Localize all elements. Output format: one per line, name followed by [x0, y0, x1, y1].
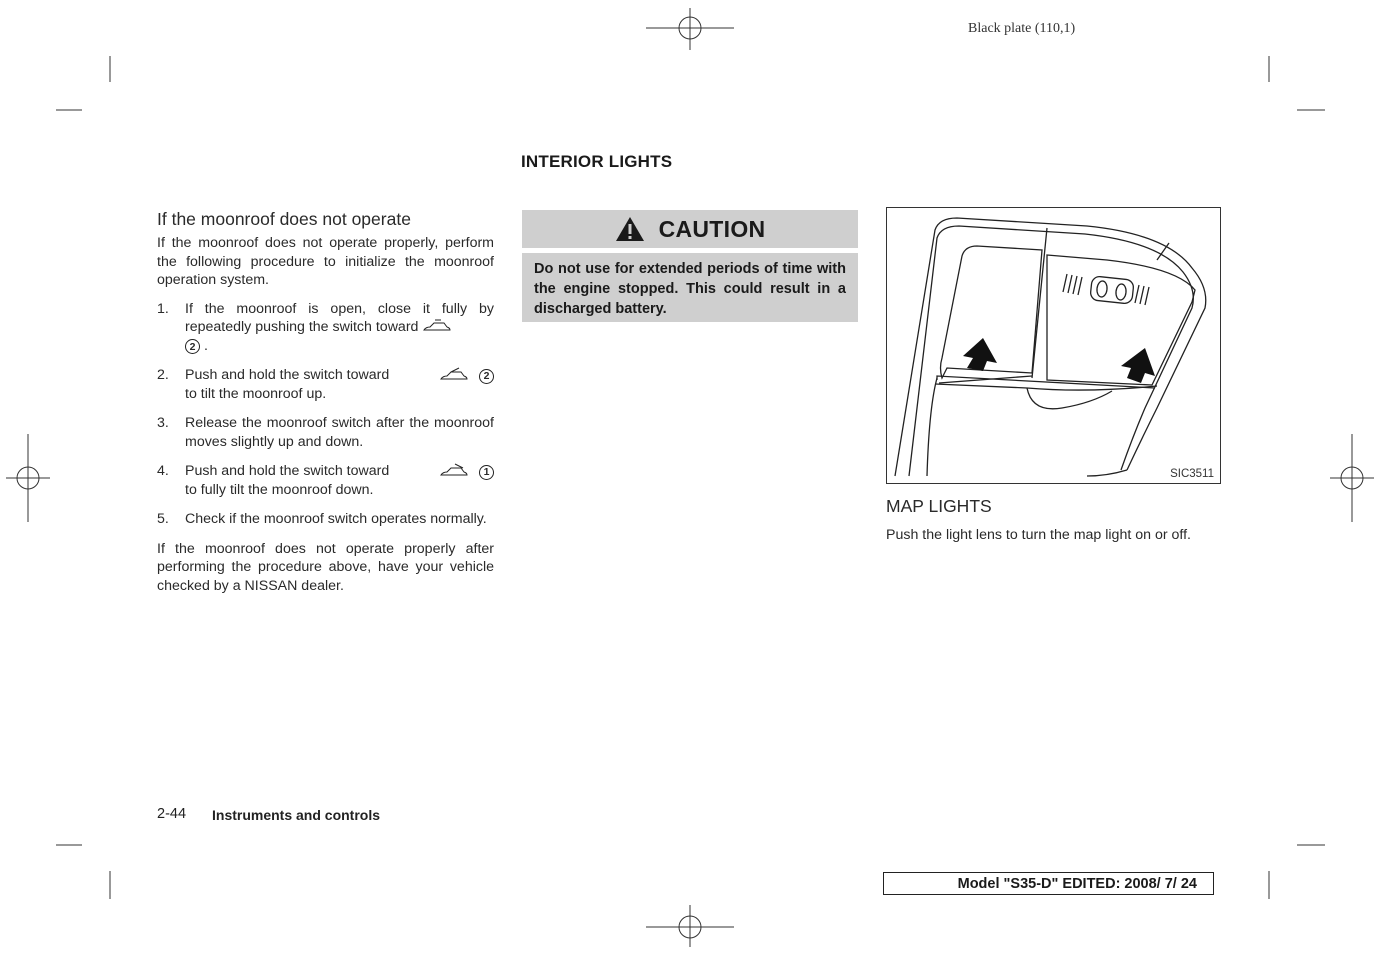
step-2 — [157, 366, 494, 403]
procedure-steps — [157, 300, 494, 529]
model-info-box: Model "S35-D" EDITED: 2008/ 7/ 24 — [883, 872, 1214, 895]
page-number: 2-44 — [157, 806, 187, 822]
section-title: INTERIOR LIGHTS — [521, 152, 673, 171]
circle-2-icon: 2 — [185, 339, 200, 354]
step-number: 1. — [157, 300, 169, 317]
step-3 — [157, 414, 494, 451]
circle-2-icon: 2 — [479, 369, 494, 384]
moonroof-intro: If the moonroof does not operate properly, perform the following procedure to initialize the moonroof operation system. — [157, 235, 494, 288]
map-lights-figure — [886, 207, 1221, 484]
step-number: 3. — [157, 415, 169, 431]
step-text: Release the moonroof switch after the moonroof moves slightly up and down. — [185, 415, 494, 450]
step-number: 4. — [157, 463, 169, 479]
caution-body: Do not use for extended periods of time with the engine stopped. This could result in a discharged battery. — [522, 253, 858, 322]
moonroof-close-icon — [422, 319, 452, 334]
step-5 — [157, 510, 494, 529]
warning-triangle-icon — [615, 216, 645, 242]
caution-title: CAUTION — [658, 215, 766, 242]
caution-header — [522, 210, 858, 248]
step-text: Push and hold the switch toward 1 to fully tilt the moonroof down. — [185, 462, 494, 499]
moonroof-heading: If the moonroof does not operate — [157, 209, 411, 229]
step-1 — [157, 300, 494, 356]
step-text: If the moonroof is open, close it fully by repeatedly pushing the switch toward 2 . — [185, 300, 494, 354]
step-4 — [157, 462, 494, 499]
step-number: 2. — [157, 367, 169, 383]
moonroof-section — [157, 208, 494, 595]
moonroof-closing: If the moonroof does not operate properly after performing the procedure above, have your vehicle checked by a NISSAN dealer. — [157, 540, 494, 594]
moonroof-tilt-up-icon — [439, 367, 469, 382]
moonroof-tilt-down-icon — [439, 463, 469, 478]
step-number: 5. — [157, 511, 169, 527]
map-lights-heading: MAP LIGHTS — [886, 496, 992, 516]
step-text: Push and hold the switch toward 2 to tilt the moonroof up. — [185, 366, 494, 403]
map-lights-text: Push the light lens to turn the map light on or off. — [886, 527, 1191, 543]
map-lights-illustration — [887, 208, 1220, 483]
plate-label: Black plate (110,1) — [968, 21, 1076, 36]
step-text: Check if the moonroof switch operates normally. — [185, 511, 487, 527]
footer-section-title: Instruments and controls — [212, 807, 381, 823]
circle-1-icon: 1 — [479, 465, 494, 480]
figure-label: SIC3511 — [1170, 468, 1214, 480]
